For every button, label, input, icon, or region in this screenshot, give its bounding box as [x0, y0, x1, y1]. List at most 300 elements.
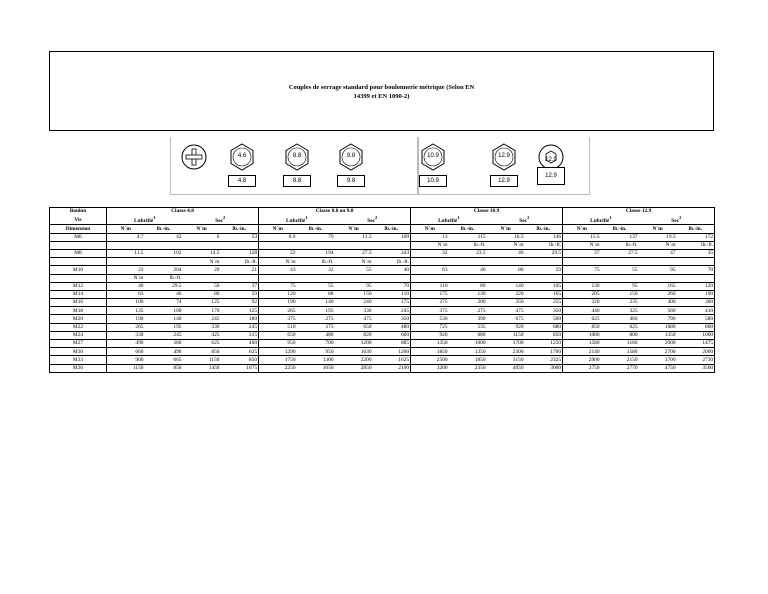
table-cell: 8.9 [259, 233, 297, 241]
table-cell: 130 [563, 282, 601, 290]
table-cell: 410 [677, 307, 715, 315]
table-row [50, 266, 715, 274]
table-cell: 2000 [639, 340, 677, 348]
table-cell [601, 258, 639, 266]
nut-icon [419, 175, 447, 187]
table-cell: 75 [259, 282, 297, 290]
title-line-2: 14399 et EN 1090-2) [353, 93, 410, 100]
table-cell: 460 [221, 340, 259, 348]
table-cell [487, 274, 525, 282]
dry-label: Sec [671, 217, 680, 224]
table-cell: 74 [145, 299, 183, 307]
header-row-condition [50, 215, 715, 225]
table-cell [259, 241, 297, 249]
table-cell: 2900 [563, 356, 601, 364]
table-cell: 330 [107, 331, 145, 339]
table-cell: 40 [487, 249, 525, 257]
table-row [50, 290, 715, 298]
table-cell: 680 [525, 323, 563, 331]
table-cell [373, 274, 411, 282]
nut-grade-label: 12.9 [498, 178, 510, 184]
header-cell: lb.-in. [525, 225, 563, 233]
document-title [50, 83, 713, 101]
hex-bolt-icon [283, 143, 311, 171]
header-cell: lb.-in. [221, 225, 259, 233]
table-cell: 110 [411, 282, 449, 290]
table-cell: 1000 [677, 331, 715, 339]
table-cell: 16.5 [487, 233, 525, 241]
table-cell: 190 [677, 290, 715, 298]
table-cell: 100 [107, 299, 145, 307]
table-cell [221, 274, 259, 282]
lubricated-label: Lubrifié [438, 217, 458, 224]
table-cell: lb.-ft. [449, 241, 487, 249]
table-cell: 243 [373, 249, 411, 257]
table-cell: 63 [107, 290, 145, 298]
table-cell: 400 [639, 299, 677, 307]
hex-bolt-icon [337, 143, 365, 171]
table-cell [525, 274, 563, 282]
table-cell: 92 [221, 299, 259, 307]
nut-icon [283, 175, 311, 187]
bolt-grade-label: 4.6 [237, 153, 247, 159]
table-cell: 120 [259, 290, 297, 298]
table-cell: N˙m [107, 274, 145, 282]
table-cell [259, 274, 297, 282]
table-row [50, 241, 715, 249]
table-cell: 165 [525, 290, 563, 298]
table-cell: 23.5 [449, 249, 487, 257]
table-cell: 2500 [411, 356, 449, 364]
table-cell: 3500 [677, 364, 715, 372]
hex-bolt-icon [228, 143, 256, 171]
dry-label: Sec [215, 217, 224, 224]
footnote-mark: 1 [153, 215, 156, 221]
footnote-mark: 2 [375, 215, 378, 221]
footnote-mark: 2 [223, 215, 226, 221]
table-cell: 55 [335, 266, 373, 274]
table-cell: 950 [259, 340, 297, 348]
table-cell: 11.5 [107, 249, 145, 257]
nut-icon [228, 175, 256, 187]
table-cell: 1700 [487, 340, 525, 348]
table-cell: 200 [449, 299, 487, 307]
table-cell: 650 [335, 323, 373, 331]
table-cell: 330 [335, 307, 373, 315]
header-cell [335, 215, 411, 225]
table-cell: 35 [677, 249, 715, 257]
table-cell: 180 [221, 315, 259, 323]
table-cell: 75 [563, 266, 601, 274]
table-cell: 850 [563, 323, 601, 331]
table-cell: 46 [145, 290, 183, 298]
bolt-size-cell: M12 [50, 282, 107, 290]
table-cell: 4.7 [107, 233, 145, 241]
table-cell [221, 241, 259, 249]
table-cell: 260 [639, 290, 677, 298]
lubricated-label: Lubrifié [590, 217, 610, 224]
table-cell: 11.3 [335, 233, 373, 241]
table-cell [411, 274, 449, 282]
bolt-grade-label: 10.9 [427, 153, 439, 159]
table-row [50, 340, 715, 348]
table-row [50, 299, 715, 307]
table-cell: 800 [601, 331, 639, 339]
table-cell: 1850 [411, 348, 449, 356]
table-cell: 700 [297, 340, 335, 348]
phillips-screw-icon [180, 143, 208, 171]
table-cell: 300 [677, 299, 715, 307]
title-box [49, 51, 714, 131]
table-cell [639, 258, 677, 266]
table-cell: 125 [221, 307, 259, 315]
table-cell [563, 274, 601, 282]
table-cell: N˙m [335, 258, 373, 266]
table-cell: 140 [487, 282, 525, 290]
table-cell: 2300 [487, 348, 525, 356]
table-cell [449, 258, 487, 266]
header-row-units [50, 225, 715, 233]
table-row [50, 274, 715, 282]
bolt-size-cell: M24 [50, 331, 107, 339]
table-cell: 29.5 [525, 249, 563, 257]
table-cell: 460 [601, 315, 639, 323]
bolt-size-cell: M33 [50, 356, 107, 364]
table-row [50, 282, 715, 290]
table-cell: 275 [297, 315, 335, 323]
table-cell: 1625 [373, 356, 411, 364]
table-cell: 725 [411, 323, 449, 331]
footnote-mark: 1 [609, 215, 612, 221]
bolt-grade-label: 9.8 [346, 153, 356, 159]
table-cell: 1850 [449, 356, 487, 364]
table-cell: 490 [107, 340, 145, 348]
table-row [50, 315, 715, 323]
table-cell: 625 [183, 340, 221, 348]
table-cell: lb.-ft. [221, 258, 259, 266]
table-cell: 350 [487, 299, 525, 307]
table-cell: 1160 [601, 340, 639, 348]
table-cell: 59 [525, 266, 563, 274]
table-cell: 245 [183, 315, 221, 323]
table-row [50, 233, 715, 241]
bolt-size-cell [50, 258, 107, 266]
header-cell: Dimension [50, 225, 107, 233]
table-row [50, 249, 715, 257]
table-cell: 23 [107, 266, 145, 274]
table-cell: 500 [525, 315, 563, 323]
table-cell: 137 [601, 233, 639, 241]
table-row [50, 323, 715, 331]
table-cell [449, 274, 487, 282]
table-cell: 330 [183, 323, 221, 331]
table-cell: 920 [411, 331, 449, 339]
table-cell: 32 [297, 266, 335, 274]
table-cell: 350 [525, 307, 563, 315]
table-cell: 480 [373, 323, 411, 331]
table-cell: 2100 [373, 364, 411, 372]
table-cell: 146 [525, 233, 563, 241]
header-row-class [50, 208, 715, 216]
bolt-size-cell: M20 [50, 315, 107, 323]
bolt-size-cell: M6 [50, 233, 107, 241]
bolt-grade-label: 8.8 [292, 153, 302, 159]
table-cell: 1750 [259, 356, 297, 364]
nut-grade-label: 9.8 [346, 178, 356, 184]
table-cell: 375 [259, 315, 297, 323]
table-cell: 275 [411, 299, 449, 307]
table-cell: 190 [259, 299, 297, 307]
table-cell: 190 [107, 315, 145, 323]
footnote-mark: 2 [679, 215, 682, 221]
table-cell: 850 [145, 364, 183, 372]
table-cell: 55 [601, 266, 639, 274]
header-cell: lb.-in. [373, 225, 411, 233]
nut-grade-label: 8.8 [292, 178, 302, 184]
table-cell: 650 [259, 331, 297, 339]
table-row [50, 258, 715, 266]
bolt-grade-illustrations [170, 137, 590, 195]
table-cell: 120 [677, 282, 715, 290]
header-cell [259, 215, 335, 225]
table-cell: 1630 [335, 348, 373, 356]
table-cell: 175 [373, 299, 411, 307]
table-cell: 88 [297, 290, 335, 298]
header-cell: N˙m [563, 225, 601, 233]
table-cell: 530 [411, 315, 449, 323]
header-cell [563, 215, 639, 225]
table-cell: 70 [677, 266, 715, 274]
table-cell: 195 [145, 323, 183, 331]
table-cell: 55 [297, 282, 335, 290]
table-cell: 15.5 [563, 233, 601, 241]
header-cell: N˙m [639, 225, 677, 233]
table-cell: 320 [563, 299, 601, 307]
table-cell: 21 [221, 266, 259, 274]
table-cell: 2250 [259, 364, 297, 372]
table-cell: 900 [107, 356, 145, 364]
header-cell: N˙m [411, 225, 449, 233]
table-cell: 204 [145, 266, 183, 274]
table-cell: 150 [601, 290, 639, 298]
table-cell: 675 [487, 315, 525, 323]
table-cell: 140 [297, 299, 335, 307]
table-cell: 125 [183, 299, 221, 307]
header-cell [183, 215, 259, 225]
table-cell: 245 [221, 323, 259, 331]
table-cell: 110 [373, 290, 411, 298]
hex-bolt-icon [419, 143, 447, 171]
table-cell: 1290 [259, 348, 297, 356]
table-cell: 19.5 [639, 233, 677, 241]
table-cell: 375 [297, 323, 335, 331]
table-cell: 3700 [639, 356, 677, 364]
table-cell: 625 [601, 323, 639, 331]
table-cell: 59 [221, 290, 259, 298]
table-cell [297, 274, 335, 282]
table-cell: 14.5 [183, 249, 221, 257]
table-cell: 50 [183, 282, 221, 290]
table-cell: 115 [449, 233, 487, 241]
table-cell [297, 241, 335, 249]
bolt-size-cell: M22 [50, 323, 107, 331]
table-cell: 350 [373, 315, 411, 323]
nut-grade-label: 4.8 [237, 178, 247, 184]
table-cell: 95 [639, 266, 677, 274]
hex-bolt-icon [490, 143, 518, 171]
header-cell: Boulon [50, 208, 107, 216]
table-cell: 850 [525, 331, 563, 339]
header-cell [411, 215, 487, 225]
header-cell: Classe 10.9 [411, 208, 563, 216]
table-cell: 165 [639, 282, 677, 290]
table-cell: 360 [145, 340, 183, 348]
header-cell: N˙m [183, 225, 221, 233]
table-cell: 194 [297, 249, 335, 257]
table-cell: 80 [449, 282, 487, 290]
table-cell: 1075 [221, 364, 259, 372]
table-cell: 40 [373, 266, 411, 274]
header-cell: lb.-in. [601, 225, 639, 233]
table-cell: 27.5 [335, 249, 373, 257]
table-cell [107, 241, 145, 249]
header-cell: lb.-in. [145, 225, 183, 233]
table-cell: 37 [563, 249, 601, 257]
table-cell: 680 [449, 331, 487, 339]
table-cell: 2325 [525, 356, 563, 364]
table-cell [145, 241, 183, 249]
table-cell: 325 [601, 307, 639, 315]
table-cell: 27.5 [601, 249, 639, 257]
table-cell: 32 [411, 249, 449, 257]
table-cell: 47 [639, 249, 677, 257]
table-cell: 2150 [601, 356, 639, 364]
lubricated-label: Lubrifié [134, 217, 154, 224]
table-cell: 1700 [525, 348, 563, 356]
header-cell: lb.-in. [449, 225, 487, 233]
table-cell: 135 [107, 307, 145, 315]
table-cell: lb.-ft. [145, 274, 183, 282]
table-cell: 3200 [411, 364, 449, 372]
table-cell: lb.-ft. [601, 241, 639, 249]
table-cell: 315 [221, 331, 259, 339]
table-row [50, 356, 715, 364]
table-row [50, 331, 715, 339]
table-cell: 175 [411, 290, 449, 298]
table-cell: 1350 [639, 331, 677, 339]
table-cell [335, 274, 373, 282]
table-cell [373, 241, 411, 249]
table-cell: N˙m [639, 241, 677, 249]
table-cell: 2770 [601, 364, 639, 372]
table-cell: 850 [221, 356, 259, 364]
table-cell: 625 [563, 315, 601, 323]
table-cell: 580 [677, 315, 715, 323]
table-cell: 70 [373, 282, 411, 290]
table-cell: 820 [335, 331, 373, 339]
table-cell: 535 [449, 323, 487, 331]
table-cell: 2850 [335, 364, 373, 372]
table-cell: 130 [449, 290, 487, 298]
table-cell: 80 [183, 290, 221, 298]
table-cell [107, 258, 145, 266]
table-cell: 255 [525, 299, 563, 307]
table-cell: 1350 [449, 348, 487, 356]
table-row [50, 364, 715, 372]
header-cell: Classe 4.8 [107, 208, 259, 216]
table-cell: 150 [335, 290, 373, 298]
table-cell [601, 274, 639, 282]
nut-grade-label: 12.9 [545, 173, 557, 179]
table-row [50, 348, 715, 356]
table-cell: 95 [335, 282, 373, 290]
bolt-size-cell: M14 [50, 290, 107, 298]
table-cell: 1580 [563, 340, 601, 348]
bolt-size-cell: M16 [50, 299, 107, 307]
bolt-size-cell: M27 [50, 340, 107, 348]
socket-bolt-side-icon [537, 167, 565, 185]
table-cell: 1200 [373, 348, 411, 356]
table-cell: 2700 [639, 348, 677, 356]
table-cell: 480 [297, 331, 335, 339]
footnote-mark: 1 [457, 215, 460, 221]
header-cell [107, 215, 183, 225]
header-cell: N˙m [107, 225, 145, 233]
table-cell: 235 [601, 299, 639, 307]
table-cell: 4750 [639, 364, 677, 372]
header-cell: lb.-in. [297, 225, 335, 233]
table-cell: 560 [639, 307, 677, 315]
table-cell: 600 [373, 331, 411, 339]
table-cell: 29 [183, 266, 221, 274]
table-cell: 1150 [107, 364, 145, 372]
table-cell: 79 [297, 233, 335, 241]
table-cell: N˙m [259, 258, 297, 266]
table-cell: 490 [145, 348, 183, 356]
table-cell: lb.-ft. [297, 258, 335, 266]
table-cell: 3150 [487, 356, 525, 364]
table-cell: lb.-ft. [373, 258, 411, 266]
table-cell: 1150 [487, 331, 525, 339]
nut-icon [337, 175, 365, 187]
bolt-size-cell: M30 [50, 348, 107, 356]
header-cell: Vis [50, 215, 107, 225]
dry-label: Sec [519, 217, 528, 224]
footnote-mark: 1 [305, 215, 308, 221]
table-cell: 53 [221, 233, 259, 241]
table-cell: 625 [221, 348, 259, 356]
table-cell: 205 [563, 290, 601, 298]
table-cell: 1200 [335, 340, 373, 348]
header-cell: lb.-in. [677, 225, 715, 233]
table-cell: 2140 [563, 348, 601, 356]
table-cell: 920 [487, 323, 525, 331]
table-cell [487, 258, 525, 266]
table-cell: 2350 [449, 364, 487, 372]
table-cell: 102 [145, 249, 183, 257]
table-cell: N˙m [487, 241, 525, 249]
table-cell: 240 [335, 299, 373, 307]
table-cell: 95 [601, 282, 639, 290]
table-cell: lb.-ft. [525, 241, 563, 249]
table-cell: 105 [525, 282, 563, 290]
table-cell: 665 [145, 356, 183, 364]
table-cell: 37 [221, 282, 259, 290]
table-cell: 440 [563, 307, 601, 315]
table-cell: 2200 [335, 356, 373, 364]
table-cell [411, 258, 449, 266]
table-cell: N˙m [183, 258, 221, 266]
